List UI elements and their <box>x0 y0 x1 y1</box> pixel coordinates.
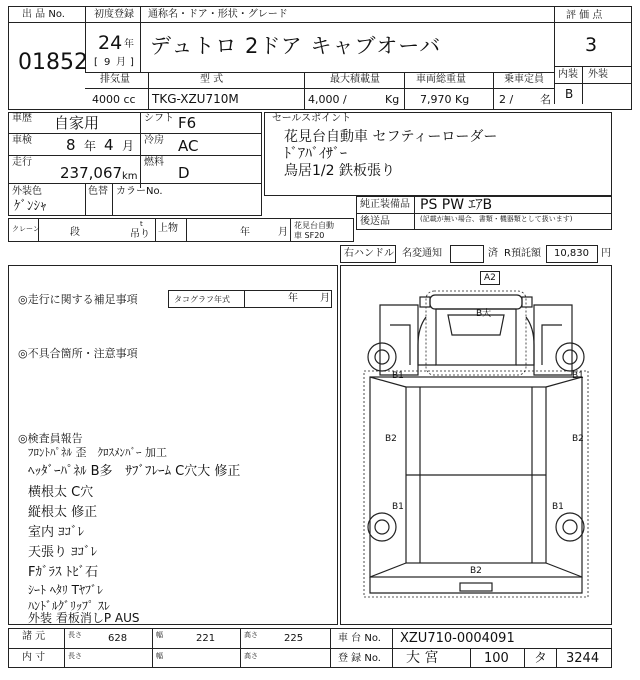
post-items-note: (記載が無い場合、書類・機器類として扱います) <box>420 215 573 223</box>
defects-label: ◎不具合箇所・注意事項 <box>18 347 138 360</box>
damage-mark: B2 <box>572 434 584 444</box>
damage-mark: B1 <box>392 371 404 381</box>
first-reg-year: 24 <box>98 32 123 54</box>
inspector-line: Fｶﾞﾗｽ ﾄﾋﾞ石 <box>28 565 99 580</box>
sales-point-line-2: ﾄﾞｱﾊﾞｲｻﾞｰ <box>284 146 347 162</box>
damage-mark: B大 <box>476 309 492 319</box>
damage-mark: B1 <box>392 502 404 512</box>
first-reg-month: 9 <box>104 57 111 68</box>
exterior-color: ｹﾞﾝｼｬ <box>14 199 47 214</box>
inspection-month: 4 <box>104 136 114 154</box>
inspector-line: ﾌﾛﾝﾄﾊﾟﾈﾙ 歪 ｸﾛｽﾒﾝﾊﾞｰ 加工 <box>28 446 167 459</box>
vehicle-history: 自家用 <box>54 114 100 132</box>
supplement-label: ◎走行に関する補足事項 <box>18 293 138 306</box>
damage-mark: B1 <box>552 502 564 512</box>
model-code: TKG-XZU710M <box>152 92 239 106</box>
name-change-box <box>450 245 484 263</box>
exterior-grade-label: 外装 <box>588 69 608 80</box>
gross-weight: 7,970 Kg <box>420 93 470 106</box>
inspector-line: ﾊﾝﾄﾞﾙｸﾞﾘｯﾌﾟ ｽﾚ <box>28 599 110 613</box>
damage-mark: B2 <box>470 566 482 576</box>
inspector-line: 室内 ﾖｺﾞﾚ <box>28 525 85 540</box>
damage-mark: A2 <box>484 273 496 283</box>
sales-point-line-3: 鳥居1/2 鉄板張り <box>284 163 395 179</box>
sales-point-line-1: 花見台自動車 セフティーローダー <box>284 129 498 145</box>
lot-number: 01852 <box>18 50 88 75</box>
model-label: 通称名・ドア・形状・グレード <box>148 9 288 20</box>
interior-grade: B <box>565 87 574 101</box>
inspector-line: 縦根太 修正 <box>28 505 98 520</box>
sales-points-label: セールスポイント <box>272 113 352 124</box>
fuel: D <box>178 164 190 182</box>
plate-number: 3244 <box>566 651 600 666</box>
plate-region: 大 宮 <box>406 650 439 666</box>
inspector-line: ﾍｯﾀﾞｰﾊﾟﾈﾙ B多 ｻﾌﾞﾌﾚｰﾑ C穴大 修正 <box>28 464 241 479</box>
inspector-line: ｼｰﾄ ﾍﾀﾘ Tﾔﾌﾞﾚ <box>28 583 103 597</box>
overall-grade: 3 <box>585 34 598 56</box>
inspector-label: ◎検査員報告 <box>18 432 83 445</box>
model-name: デュトロ 2ドア キャブオーバ <box>150 34 442 58</box>
grade-label: 評 価 点 <box>566 10 603 21</box>
chassis-number: XZU710-0004091 <box>400 631 515 646</box>
damage-mark: B1 <box>572 371 584 381</box>
capacity: 2 / <box>499 93 514 106</box>
damage-mark: B2 <box>385 434 397 444</box>
max-load: 4,000 / <box>308 93 347 106</box>
upper-maker: 花見台自動 <box>294 221 334 230</box>
inspector-line: 横根太 C穴 <box>28 485 94 500</box>
interior-grade-label: 内装 <box>558 69 578 80</box>
lot-label: 出 品 No. <box>22 9 65 20</box>
standard-equipment: PS PW ｴｱB <box>420 197 493 213</box>
spec-height: 225 <box>284 633 304 644</box>
plate-class: 100 <box>484 651 509 666</box>
mileage: 237,067 <box>60 164 123 182</box>
first-reg-label: 初度登録 <box>94 9 134 20</box>
inspector-line: 外装 看板消しP AUS <box>28 611 140 625</box>
inspector-line: 天張り ﾖｺﾞﾚ <box>28 545 98 560</box>
spec-width: 221 <box>196 633 216 644</box>
shift: F6 <box>178 114 197 132</box>
displacement: 4000 cc <box>92 93 136 106</box>
inspection-year: 8 <box>66 136 76 154</box>
recycle-fee: 10,830 <box>554 248 589 259</box>
plate-kana: タ <box>534 651 548 666</box>
air-conditioning: AC <box>178 137 199 155</box>
spec-length: 628 <box>108 633 128 644</box>
